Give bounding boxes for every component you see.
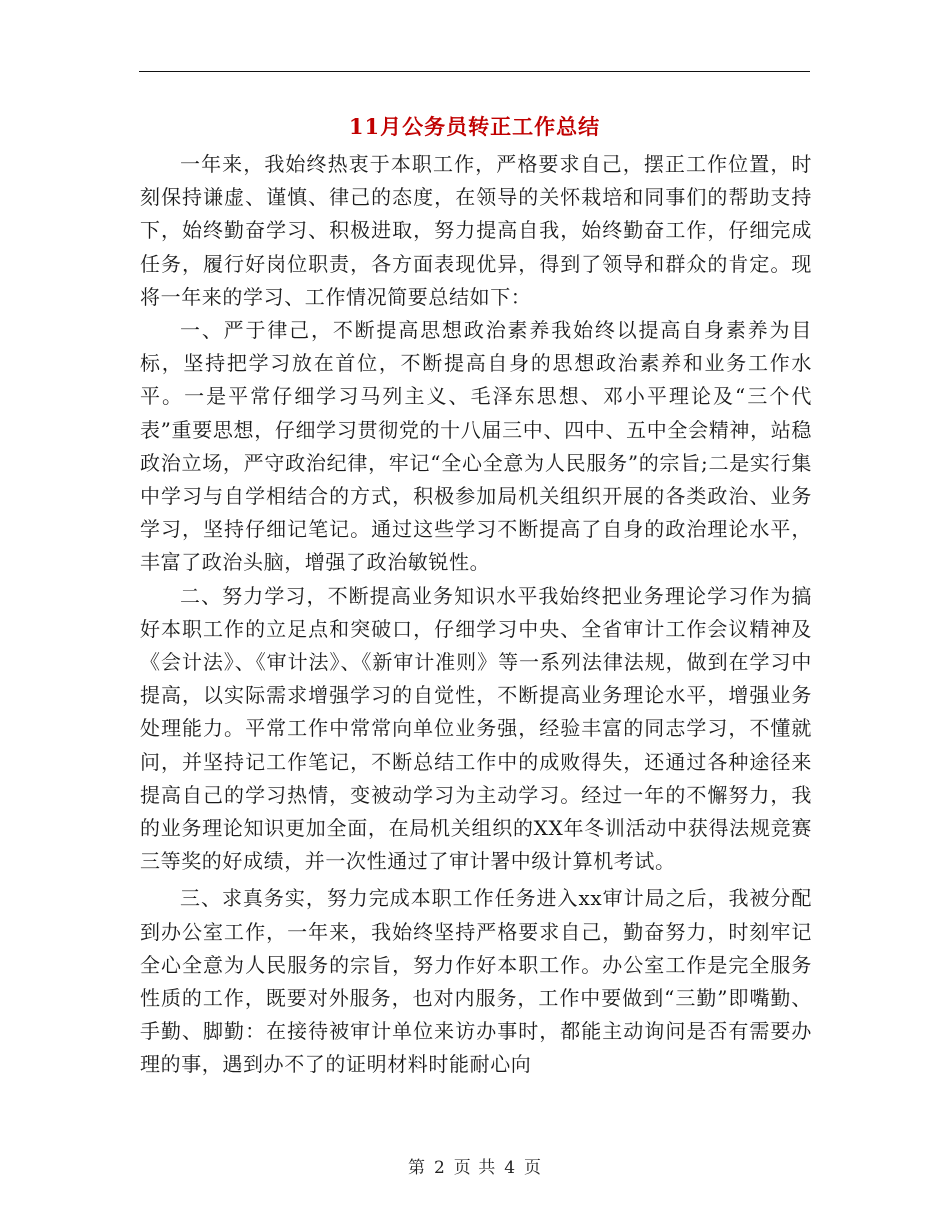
paragraph-intro: 一年来，我始终热衷于本职工作，严格要求自己，摆正工作位置，时刻保持谦虚、谨慎、律己的态度，在领导的关怀栽培和同事们的帮助支持下，始终勤奋学习、积极进取，努力提高自我，始终勤奋工作，仔细完成任务，履行好岗位职责，各方面表现优异，得到了领导和群众的肯定。现将一年来的学习、工作情况简要总结如下： (140, 152, 812, 309)
page-label-prefix: 第 (407, 1158, 426, 1178)
paragraph-section-1: 一、严于律己，不断提高思想政治素养我始终以提高自身素养为目标，坚持把学习放在首位，不断提高自身的思想政治素养和业务工作水平。一是平常仔细学习马列主义、毛泽东思想、邓小平理论及“三个代表”重要思想，仔细学习贯彻党的十八届三中、四中、五中全会精神，站稳政治立场，严守政治纪律，牢记“全心全意为人民服务”的宗旨;二是实行集中学习与自学相结合的方式，积极参加局机关组织开展的各类政治、业务学习，坚持仔细记笔记。通过这些学习不断提高了自身的政治理论水平，丰富了政治头脑，增强了政治敏锐性。 (140, 318, 812, 575)
total-pages-number: 4 (504, 1158, 517, 1178)
paragraph-section-3: 三、求真务实，努力完成本职工作任务进入xx审计局之后，我被分配到办公室工作，一年来，我始终坚持严格要求自己，勤奋努力，时刻牢记全心全意为人民服务的宗旨，努力作好本职工作。办公室工作是完全服务性质的工作，既要对外服务，也对内服务，工作中要做到“三勤”即嘴勤、手勤、脚勤：在接待被审计单位来访办事时，都能主动询问是否有需要办理的事，遇到办不了的证明材料时能耐心向 (140, 886, 812, 1077)
document-title: 11月公务员转正工作总结 (348, 114, 601, 139)
current-page-number: 2 (433, 1158, 446, 1178)
page-label-suffix: 页 (524, 1158, 543, 1178)
paragraph-section-2: 二、努力学习，不断提高业务知识水平我始终把业务理论学习作为搞好本职工作的立足点和突破口，仔细学习中央、全省审计工作会议精神及《会计法》、《审计法》、《新审计准则》等一系列法律法规，做到在学习中提高，以实际需求增强学习的自觉性，不断提高业务理论水平，增强业务处理能力。平常工作中常常向单位业务强，经验丰富的同志学习，不懂就问，并坚持记工作笔记，不断总结工作中的成败得失，还通过各种途径来提高自己的学习热情，变被动学习为主动学习。经过一年的不懈努力，我的业务理论知识更加全面，在局机关组织的XX年冬训活动中获得法规竞赛三等奖的好成绩，并一次性通过了审计署中级计算机考试。 (140, 583, 812, 874)
page-footer (0, 1153, 950, 1178)
page-label-mid: 页 共 (453, 1158, 497, 1178)
header-rule (139, 71, 810, 72)
document-body (140, 148, 812, 1082)
